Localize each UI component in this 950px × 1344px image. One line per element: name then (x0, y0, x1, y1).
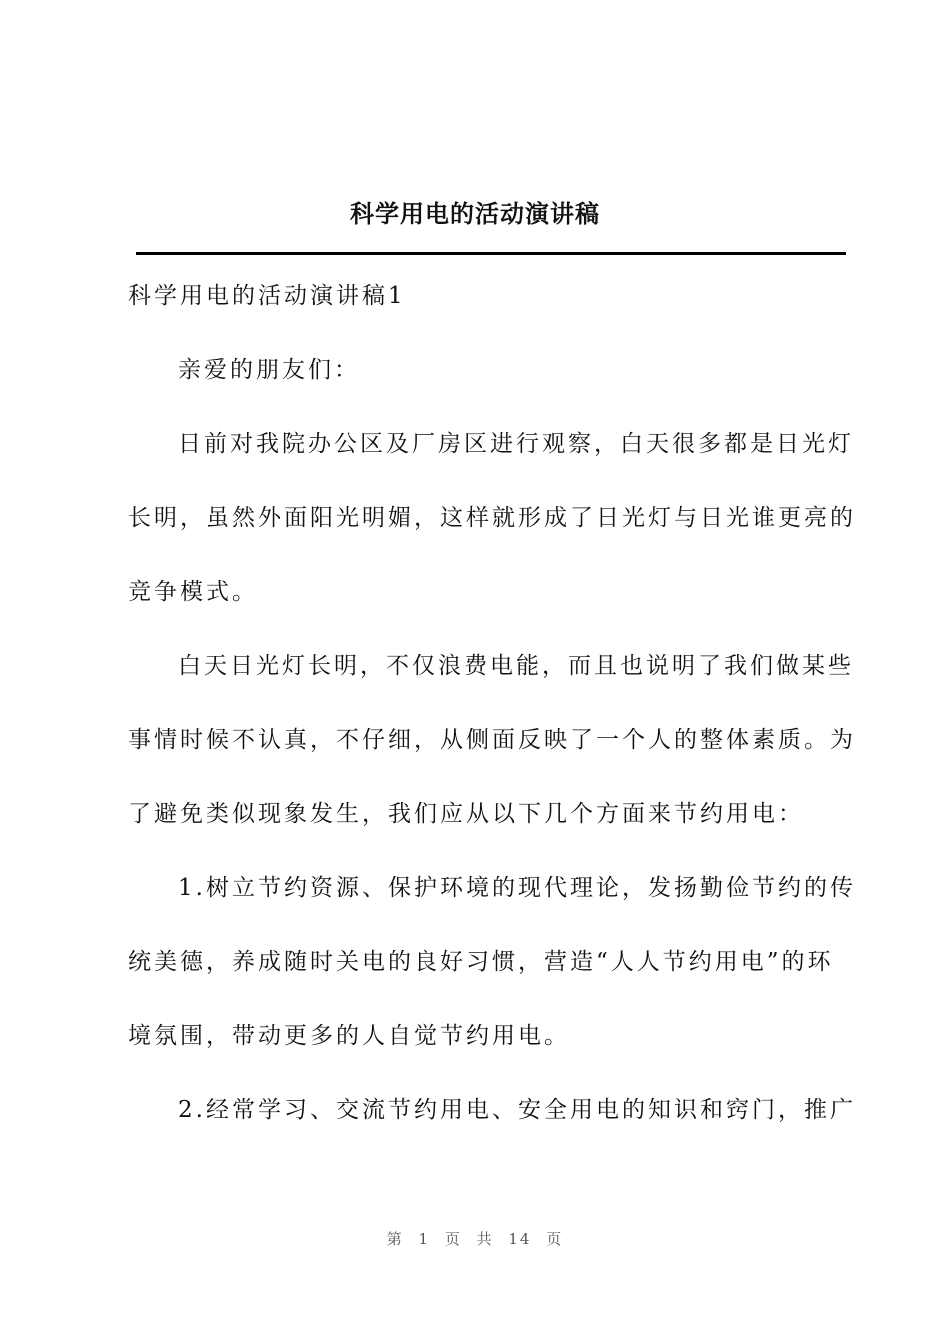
greeting-line: 亲爱的朋友们： (178, 357, 360, 383)
list-item-line: 统美德，养成随时关电的良好习惯，营造“人人节约用电”的环 (128, 949, 834, 975)
list-item-line: 境氛围，带动更多的人自觉节约用电。 (128, 1023, 570, 1049)
document-title: 科学用电的活动演讲稿 (350, 199, 600, 228)
page-number-footer: 第 1 页 共 14 页 (386, 1230, 564, 1248)
paragraph-line: 长明，虽然外面阳光明媚，这样就形成了日光灯与日光谁更亮的 (128, 505, 856, 531)
paragraph-line: 了避免类似现象发生，我们应从以下几个方面来节约用电： (128, 801, 804, 827)
list-item-line: 2.经常学习、交流节约用电、安全用电的知识和窍门，推广 (178, 1097, 856, 1123)
section-heading: 科学用电的活动演讲稿1 (128, 283, 406, 309)
paragraph-line: 日前对我院办公区及厂房区进行观察，白天很多都是日光灯 (178, 431, 854, 457)
list-item-line: 1.树立节约资源、保护环境的现代理论，发扬勤俭节约的传 (178, 875, 856, 901)
paragraph-line: 白天日光灯长明，不仅浪费电能，而且也说明了我们做某些 (178, 653, 854, 679)
title-divider (136, 252, 846, 255)
paragraph-line: 竞争模式。 (128, 579, 258, 605)
paragraph-line: 事情时候不认真，不仔细，从侧面反映了一个人的整体素质。为 (128, 727, 856, 753)
